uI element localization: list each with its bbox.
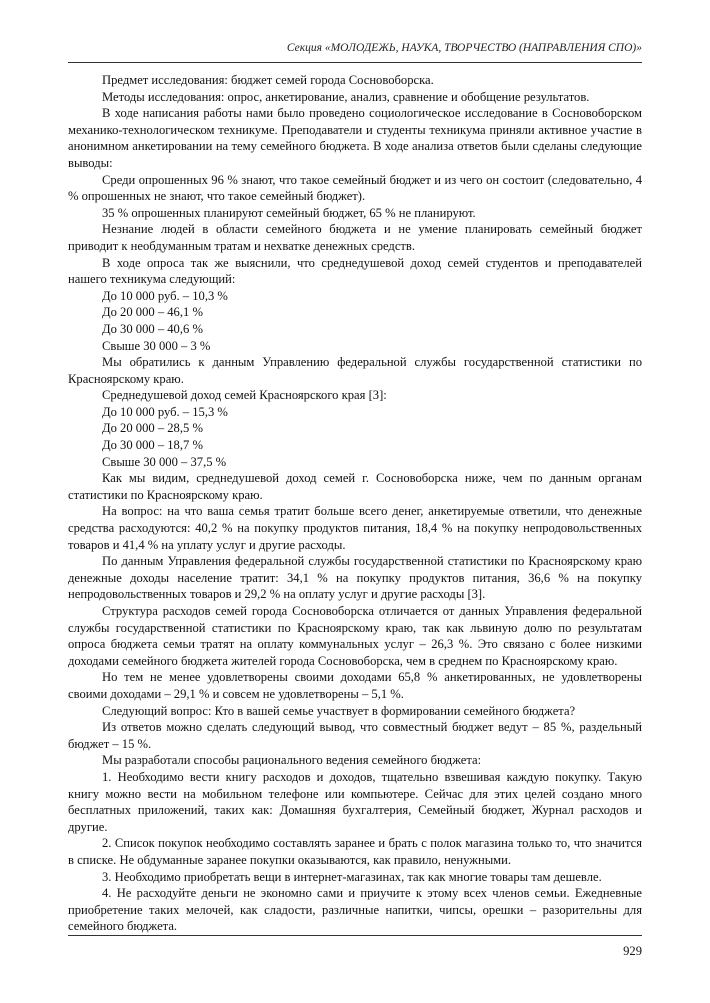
paragraph: Структура расходов семей города Сосновоборска отличается от данных Управления федеральной службы государственной статистики по Красноярскому краю, так как львиную долю по результатам опроса бюджета семьи тратят на оплату коммунальных услуг – 26,3 %. Это связано с более низкими доходами семейного бюджета жителей города Сосновоборска, чем в среднем по Красноярскому краю. <box>68 604 642 668</box>
paragraph: Среди опрошенных 96 % знают, что такое семейный бюджет и из чего он состоит (следовательно, 4 % опрошенных не знают, что такое семейный бюджет). <box>68 172 642 204</box>
list-item: 1. Необходимо вести книгу расходов и доходов, тщательно взвешивая каждую покупку. Такую книгу можно вести на мобильном телефоне или компьютере. Сейчас для этих целей создано много бесплатных приложений, таких как: Домашняя бухгалтерия, Семейный бюджет, Журнал расходов и другие. <box>68 769 642 834</box>
paragraph: В ходе написания работы нами было проведено социологическое исследование в Сосновоборском механико-технологическом техникуме. Преподаватели и студенты техникума приняли активное участие в анонимном анкетировании на тему семейного бюджета. В ходе анализа ответов были сделаны следующие выводы: <box>68 106 642 170</box>
header-divider <box>68 62 642 63</box>
list-item: Свыше 30 000 – 3 % <box>102 338 211 353</box>
list-item: 2. Список покупок необходимо составлять заранее и брать с полок магазина только то, что значится в списке. Не обдуманные заранее покупки оказываются, как правило, ненужными. <box>68 836 642 867</box>
paragraph: Следующий вопрос: Кто в вашей семье участвует в формировании семейного бюджета? <box>102 703 576 718</box>
list-item: 4. Не расходуйте деньги не экономно сами и приучите к этому всех членов семьи. Ежедневные приобретение таких мелочей, как сладости, различные напитки, чипсы, орешки – разорительны для семейного бюджета. <box>68 886 642 934</box>
paragraph: Предмет исследования: бюджет семей города Сосновоборска. <box>102 73 434 87</box>
paragraph: 35 % опрошенных планируют семейный бюджет, 65 % не планируют. <box>102 205 476 220</box>
paragraph: Мы обратились к данным Управлению федеральной службы государственной статистики по Красноярскому краю. <box>68 355 642 386</box>
list-item: До 10 000 руб. – 15,3 % <box>102 404 228 419</box>
list-item: 3. Необходимо приобретать вещи в интернет-магазинах, так как многие товары там дешевле. <box>102 869 602 884</box>
paragraph: Незнание людей в области семейного бюджета и не умение планировать семейный бюджет приводит к необдуманным тратам и нехватке денежных средств. <box>68 222 642 253</box>
paragraph: Как мы видим, среднедушевой доход семей г. Сосновоборска ниже, чем по данным органам статистики по Красноярскому краю. <box>68 471 642 502</box>
footer-divider <box>68 935 642 936</box>
paragraph: В ходе опроса так же выяснили, что среднедушевой доход семей студентов и преподавателей нашего техникума следующий: <box>68 255 642 287</box>
paragraph: По данным Управления федеральной службы государственной статистики по Красноярскому краю денежные доходы население тратит: 34,1 % на покупку продуктов питания, 36,6 % на покупку непродовольственных товаров и 29,2 % на оплату услуг и другие расходы [3]. <box>68 554 642 602</box>
paragraph: Среднедушевой доход семей Красноярского края [3]: <box>102 388 387 403</box>
paragraph: На вопрос: на что ваша семья тратит больше всего денег, анкетируемые ответили, что денежные средства расходуются: 40,2 % на покупку продуктов питания, 18,4 % на покупку непродовольственных товаров и 41,4 % на уплату услуг и другие расходы. <box>68 504 642 552</box>
paragraph: Из ответов можно сделать следующий вывод, что совместный бюджет ведут – 85 %, раздельный бюджет – 15 %. <box>68 720 642 751</box>
list-item: Свыше 30 000 – 37,5 % <box>102 454 227 469</box>
list-item: До 30 000 – 18,7 % <box>102 438 203 453</box>
paragraph: Но тем не менее удовлетворены своими доходами 65,8 % анкетированных, не удовлетворены своими доходами – 29,1 % и совсем не удовлетворены – 5,1 %. <box>68 670 642 701</box>
list-item: До 10 000 руб. – 10,3 % <box>102 288 228 303</box>
page-number: 929 <box>623 944 642 958</box>
list-item: До 20 000 – 28,5 % <box>102 421 203 436</box>
article-body <box>68 72 642 935</box>
list-item: До 30 000 – 40,6 % <box>102 321 203 336</box>
paragraph: Мы разработали способы рационального ведения семейного бюджета: <box>102 753 482 768</box>
list-item: До 20 000 – 46,1 % <box>102 305 203 320</box>
running-header: Секция «МОЛОДЕЖЬ, НАУКА, ТВОРЧЕСТВО (НАПРАВЛЕНИЯ СПО)» <box>286 42 642 54</box>
paragraph: Методы исследования: опрос, анкетирование, анализ, сравнение и обобщение результатов. <box>102 89 590 104</box>
